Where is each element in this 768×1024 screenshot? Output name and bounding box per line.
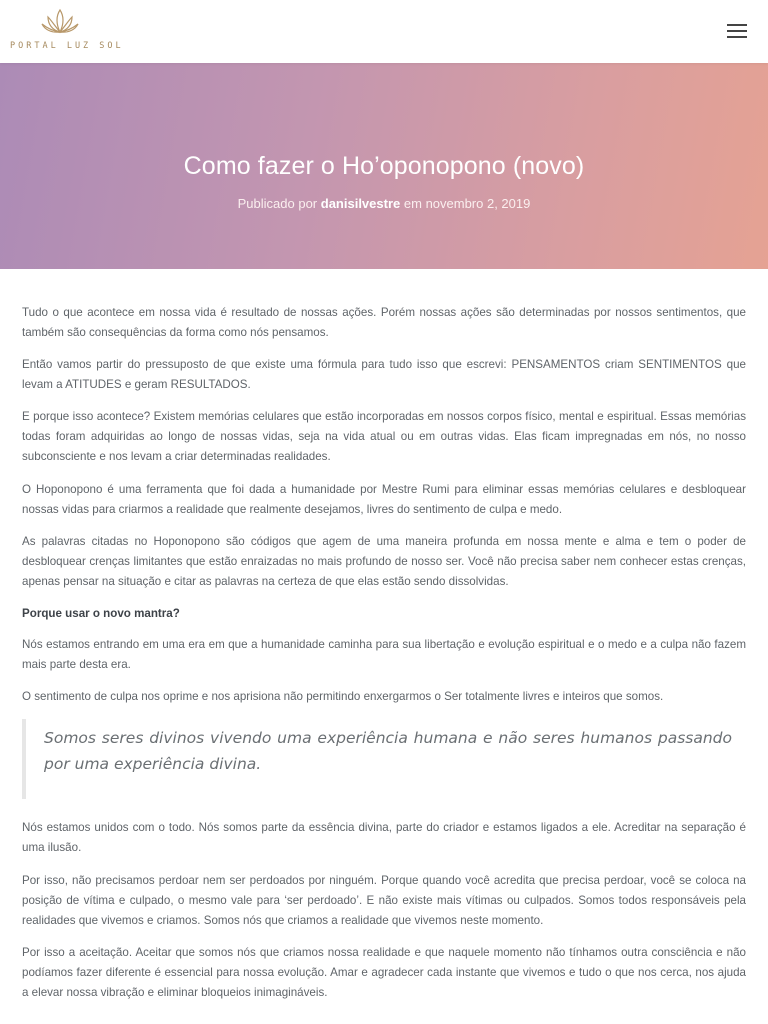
hamburger-menu-icon[interactable] — [724, 20, 750, 42]
paragraph: Então vamos partir do pressuposto de que existe uma fórmula para tudo isso que escrevi: PENSAMENTOS criam SENTIMENTOS que levam a ATITUDES e geram RESULTADOS. — [22, 358, 746, 392]
paragraph: As palavras citadas no Hoponopono são códigos que agem de uma maneira profunda em nossa mente e alma e tem o poder de desbloquear crenças limitantes que estão enraizadas no mais profundo de nosso ser. Você não precisa saber nem conhecer estas crenças, apenas pensar na situação e citar as palavras na certeza de que elas estão sendo dissolvidas. — [22, 534, 746, 588]
post-title: Como fazer o Ho’oponopono (novo) — [183, 152, 585, 180]
paragraph: Por isso a aceitação. Aceitar que somos nós que criamos nossa realidade e que naquele momento não tínhamos outra consciência e não podíamos fazer diferente é essencial para nossa evolução. Amar e agradecer cada instante que vivemos e tudo o que nos cerca, nos ajuda a elevar nossa vibração e eliminar bloqueios inimagináveis. — [22, 945, 746, 999]
lotus-icon — [39, 6, 81, 38]
paragraph: Nós estamos unidos com o todo. Nós somos parte da essência divina, parte do criador e estamos ligados a ele. Acreditar na separação é uma ilusão. — [22, 821, 746, 855]
blockquote — [22, 719, 746, 799]
quote-text: Somos seres divinos vivendo uma experiência humana e não seres humanos passando por uma experiência divina. — [44, 729, 732, 774]
logo-text: PORTAL LUZ SOL — [10, 41, 124, 51]
section-heading: Porque usar o novo mantra? — [22, 606, 180, 620]
paragraph: O Hoponopono é uma ferramenta que foi dada a humanidade por Mestre Rumi para eliminar essas memórias celulares e desbloquear nossas vidas para criarmos a realidade que realmente desejamos, livres do sentimento de culpa e medo. — [22, 482, 746, 516]
post-meta — [0, 196, 768, 211]
site-header — [0, 0, 768, 63]
author-link[interactable]: danisilvestre — [320, 196, 401, 211]
paragraph: O sentimento de culpa nos oprime e nos aprisiona não permitindo enxergarmos o Ser totalmente livres e inteiros que somos. — [22, 690, 664, 704]
paragraph: Tudo o que acontece em nossa vida é resultado de nossas ações. Porém nossas ações são determinadas por nossos sentimentos, que também são consequências da forma como nós pensamos. — [22, 306, 746, 339]
site-logo[interactable] — [10, 6, 124, 58]
post-content — [22, 303, 746, 1015]
post-date: novembro 2, 2019 — [425, 196, 531, 211]
published-prefix: Publicado por — [237, 196, 318, 211]
paragraph: Por isso, não precisamos perdoar nem ser perdoados por ninguém. Porque quando você acredita que precisa perdoar, você se coloca na posição de vítima e culpado, o mesmo vale para ‘ser perdoado’. E não existe mais vítimas ou culpados. Somos todos responsáveis pela realidades que vivemos e criamos. Somos nós que criamos a realidade que vivemos neste momento. — [22, 873, 746, 927]
paragraph: Nós estamos entrando em uma era em que a humanidade caminha para sua libertação e evolução espiritual e o medo e a culpa não fazem mais parte desta era. — [22, 637, 746, 671]
date-prefix: em — [403, 196, 422, 211]
paragraph: E porque isso acontece? Existem memórias celulares que estão incorporadas em nossos corpos físico, mental e espiritual. Essas memórias todas foram adquiridas ao longo de nossas vidas, seja na vida atual ou em outras vidas. Elas ficam impregnadas em nós, no nosso subconsciente e nos levam a criar determinadas realidades. — [22, 410, 746, 464]
post-hero — [0, 63, 768, 269]
